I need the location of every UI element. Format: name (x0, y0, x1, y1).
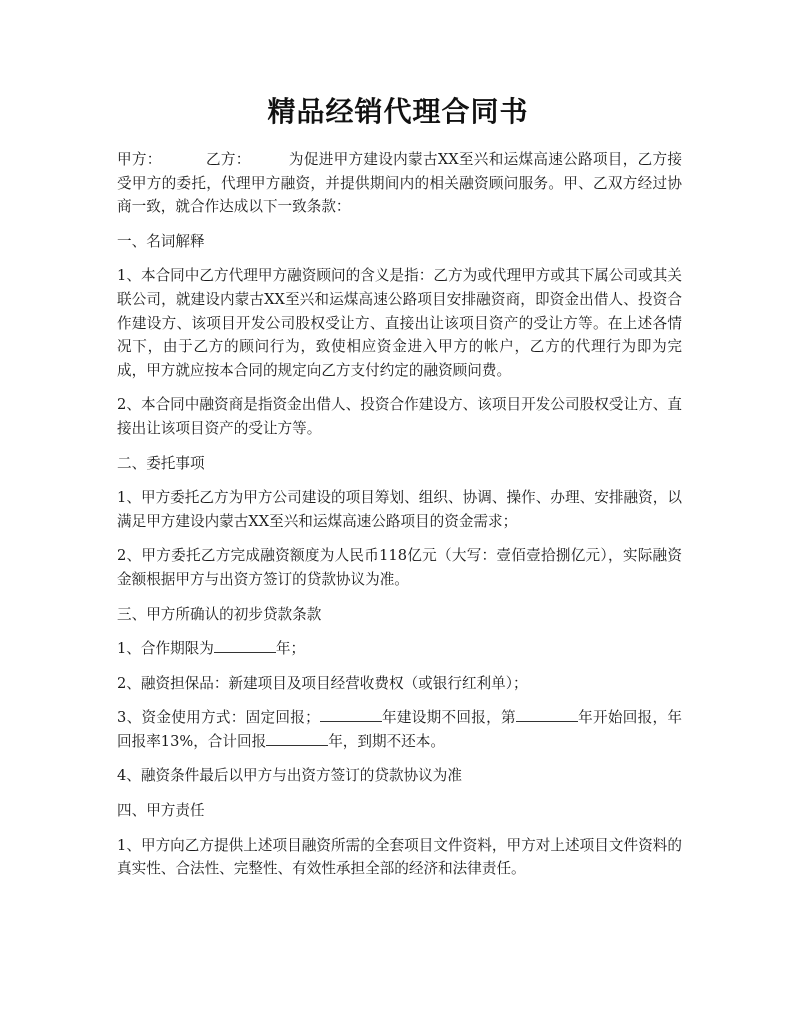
section-3-paragraph-3 (117, 706, 682, 753)
section-4-heading: 四、甲方责任 (117, 802, 205, 820)
party-a-label: 甲方： (117, 151, 162, 168)
term-blank (214, 638, 276, 653)
usage-text-b: 年建设期不回报，第 (381, 709, 516, 727)
usage-text-a: 3、资金使用方式：固定回报； (117, 709, 320, 727)
document-title: 精品经销代理合同书 (267, 95, 529, 128)
section-1-paragraph-2: 2、本合同中融资商是指资金出借人、投资合作建设方、该项目开发公司股权受让方、直接出让该项目资产的受让方等。 (117, 396, 682, 437)
party-b-label: 乙方： (205, 151, 251, 168)
term-label: 1、合作期限为 (117, 640, 214, 658)
document-body (117, 148, 682, 892)
usage-text-c: 年开始回报，年回报率13%，合计回报 (117, 709, 682, 750)
section-2-paragraph-1: 1、甲方委托乙方为甲方公司建设的项目筹划、组织、协调、操作、办理、安排融资，以满足甲方建设内蒙古XX至兴和运煤高速公路项目的资金需求； (117, 489, 682, 530)
section-3-paragraph-2: 2、融资担保品：新建项目及项目经营收费权（或银行红利单）； (117, 674, 528, 692)
total-years-blank (266, 731, 328, 746)
section-4-paragraph-1: 1、甲方向乙方提供上述项目融资所需的全套项目文件资料，甲方对上述项目文件资料的真实性、合法性、完整性、有效性承担全部的经济和法律责任。 (117, 836, 682, 878)
term-suffix: 年； (275, 640, 306, 658)
usage-text-d: 年，到期不还本。 (328, 732, 445, 750)
construction-years-blank (320, 707, 382, 722)
section-3-heading: 三、甲方所确认的初步贷款条款 (117, 605, 322, 623)
section-3-paragraph-4: 4、融资条件最后以甲方与出资方签订的贷款协议为准 (117, 767, 462, 785)
intro-text: 为促进甲方建设内蒙古XX至兴和运煤高速公路项目，乙方接受甲方的委托，代理甲方融资，并提供期间内的相关融资顾问服务。甲、乙双方经过协商一致，就合作达成以下一致条款： (117, 151, 682, 216)
section-2-heading: 二、委托事项 (117, 454, 205, 472)
start-year-blank (516, 707, 578, 722)
section-2-paragraph-2: 2、甲方委托乙方完成融资额度为人民币118亿元（大写：壹佰壹拾捌亿元），实际融资金额根据甲方与出资方签订的贷款协议为准。 (117, 547, 682, 588)
section-1-paragraph-1: 1、本合同中乙方代理甲方融资顾问的含义是指：乙方为或代理甲方或其下属公司或其关联公司，就建设内蒙古XX至兴和运煤高速公路项目安排融资商，即资金出借人、投资合作建设方、该项目开发公司股权受让方、直接出让该项目资产的受让方等。在上述各情况下，由于乙方的顾问行为，致使相应资金进入甲方的帐户，乙方的代理行为即为完成，甲方就应按本合同的规定向乙方支付约定的融资顾问费。 (117, 267, 682, 379)
intro-paragraph (117, 148, 682, 219)
section-1-heading: 一、名词解释 (117, 232, 205, 250)
section-3-paragraph-1 (117, 637, 682, 661)
